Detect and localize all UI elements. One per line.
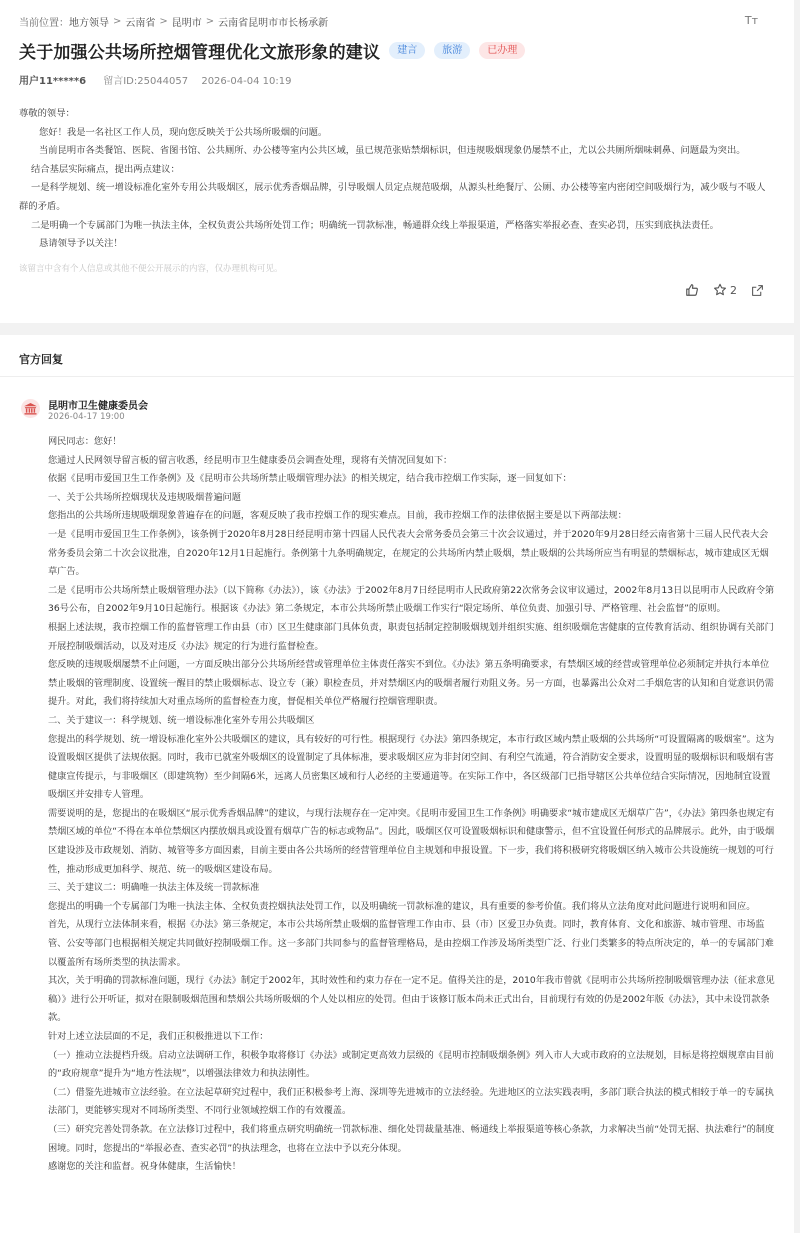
reply-date: 2026-04-17 19:00 [48, 412, 125, 422]
reply-paragraph: 依据《昆明市爱国卫生工作条例》及《昆明市公共场所禁止吸烟管理办法》的相关规定，结合我市控烟工作实际，逐一回复如下： [48, 473, 572, 485]
breadcrumb-prefix: 当前位置： [19, 18, 69, 29]
breadcrumb-item-province[interactable]: 云南省 [125, 18, 156, 29]
message-greeting: 尊敬的领导： [19, 108, 75, 119]
reply-paragraph: 您指出的公共场所违规吸烟现象普遍存在的问题，客观反映了我市控烟工作的现实难点。目前，我市控烟工作的法律依据主要是以下两部法规： [48, 510, 627, 522]
message-paragraph: 恳请领导予以关注！ [39, 238, 123, 250]
star-icon [713, 283, 727, 297]
favorite-count: 2 [730, 283, 737, 297]
status-badge: 已办理 [479, 42, 525, 59]
reply-paragraph: 针对上述立法层面的不足，我们正积极推进以下工作： [48, 1031, 269, 1042]
privacy-disclaimer: 该留言中含有个人信息或其他不便公开展示的内容，仅办理机构可见。 [19, 264, 283, 274]
message-card [0, 0, 794, 323]
message-paragraph: 一是科学规划、统一增设标准化室外专用公共吸烟区，展示优秀香烟品牌，引导吸烟人员定点规范吸烟，从源头杜绝餐厅、公厕、办公楼等室内密闭空间吸烟行为，减少吸与不吸人群的矛盾。 [19, 182, 766, 212]
message-id: 留言ID:25044057 [103, 76, 189, 87]
reply-paragraph: （三）研究完善处罚条款。在立法修订过程中，我们将重点研究明确统一罚款标准、细化处罚裁量基准、畅通线上举报渠道等核心条款，力求解决当前“处罚无据、执法难行”的制度困境。同时，您提出的“举报必查、查实必罚”的执法理念，也将在立法中予以充分体现。 [48, 1123, 775, 1154]
message-actions [685, 283, 764, 297]
message-paragraph: 二是明确一个专属部门为唯一执法主体，全权负责公共场所处罚工作；明确统一罚款标准，畅通群众线上举报渠道，严格落实举报必查、查实必罚，压实到底执法责任。 [31, 219, 719, 231]
page-title: 关于加强公共场所控烟管理优化文旅形象的建议 [19, 43, 381, 63]
favorite-button[interactable] [713, 283, 737, 297]
tag-category: 建言 [389, 42, 425, 59]
breadcrumb-separator: > [159, 16, 168, 27]
message-paragraph: 结合基层实际痛点，提出两点建议： [31, 163, 180, 175]
reply-paragraph: （二）借鉴先进城市立法经验。在立法起草研究过程中，我们正积极参考上海、深圳等先进城市的立法经验。先进地区的立法实践表明，多部门联合执法的模式相较于单一的专属执法部门，更能够实现对不同场所类型、不同行业领域控烟工作的有效覆盖。 [48, 1086, 774, 1117]
reply-paragraph: 首先，从现行立法体制来看，根据《办法》第三条规定，本市公共场所禁止吸烟的监督管理工作由市、县（市）区爱卫办负责。同时，教育体育、文化和旅游、城市管理、市场监管、公安等部门也根据相关规定共同做好控制吸烟工作。这一多部门共同参与的监督管理格局，是由控烟工作涉及场所类型广泛、行业门类繁多的特点所决定的，单一的专属部门难以覆盖所有场所类型的执法需求。 [48, 919, 774, 968]
reply-paragraph: 二是《昆明市公共场所禁止吸烟管理办法》（以下简称《办法》），该《办法》于2002年8月7日经昆明市人民政府第22次常务会议审议通过，2002年8月13日以昆明市人民政府令第36号公布，自2002年9月10日起施行。根据该《办法》第二条规定，本市公共场所禁止吸烟工作实行“限定场所、单位负责、加强引导、严格管理、社会监督”的原则。 [48, 584, 775, 615]
reply-paragraph: 感谢您的关注和监督。祝身体健康，生活愉快！ [48, 1161, 241, 1173]
reply-paragraph: 网民同志：您好！ [48, 436, 122, 447]
breadcrumb-item-leaders[interactable]: 地方领导 [69, 18, 109, 29]
share-icon [751, 284, 764, 297]
breadcrumb-separator: > [205, 16, 215, 27]
reply-paragraph: （一）推动立法提档升级。启动立法调研工作，积极争取将修订《办法》或制定更高效力层级的《昆明市控制吸烟条例》列入市人大或市政府的立法规划，目标是将控烟规章由目前的“政府规章”提升为“地方性法规”，以增强法律效力和执法刚性。 [48, 1049, 774, 1080]
tag-field: 旅游 [434, 42, 470, 59]
reply-paragraph: 您通过人民网领导留言板的留言收悉，经昆明市卫生健康委员会调查处理，现将有关情况回复如下： [48, 454, 453, 466]
message-body [19, 105, 771, 254]
government-building-icon [21, 399, 40, 418]
reply-paragraph: 您反映的违规吸烟屡禁不止问题，一方面反映出部分公共场所经营或管理单位主体责任落实不到位。《办法》第五条明确要求，有禁烟区域的经营或管理单位必须制定并执行本单位禁止吸烟的管理制度、设置统一醒目的禁止吸烟标志、设立专（兼）职检查员，并对禁烟区内的吸烟者履行劝阻义务。另一方面，也暴露出公众对二手烟危害的认知和自觉意识仍需提升。对此，我们将持续加大对重点场所的监督检查力度，督促相关单位严格履行控烟管理职责。 [48, 659, 774, 708]
reply-paragraph: 一、关于公共场所控烟现状及违规吸烟普遍问题 [48, 491, 241, 503]
reply-paragraph: 您提出的明确一个专属部门为唯一执法主体、全权负责控烟执法处罚工作，以及明确统一罚款标准的建议，具有重要的参考价值。我们将从立法角度对此问题进行说明和回应。 [48, 900, 756, 912]
breadcrumb [19, 14, 328, 29]
breadcrumb-separator: > [113, 16, 122, 27]
share-button[interactable] [751, 284, 764, 297]
breadcrumb-item-city[interactable]: 昆明市 [171, 18, 202, 29]
like-button[interactable] [685, 283, 699, 297]
divider [0, 376, 794, 377]
reply-paragraph: 其次，关于明确的罚款标准问题，现行《办法》制定于2002年，其时效性和约束力存在一定不足。值得关注的是，2010年我市曾就《昆明市公共场所控制吸烟管理办法（征求意见稿）》进行公开听证，拟对在限制吸烟范围和禁烟公共场所吸烟的个人处以相应的处罚。但由于该修订版本尚未正式出台，目前现行有效的仍是2002年版《办法》，其中未设罚款条款。 [48, 975, 775, 1024]
breadcrumb-item-mayor[interactable]: 云南省昆明市市长杨承新 [218, 18, 329, 29]
thumbs-up-icon [685, 283, 699, 297]
reply-paragraph: 需要说明的是，您提出的在吸烟区“展示优秀香烟品牌”的建议，与现行法规存在一定冲突。《昆明市爱国卫生工作条例》明确要求“城市建成区无烟草广告”，《办法》第四条也规定有禁烟区域的单位“不得在本单位禁烟区内摆放烟具或设置有烟草广告的标志或物品”。因此，吸烟区仅可设置吸烟标识和健康警示，但不宜设置任何形式的品牌展示。此外，由于吸烟区建设涉及市政规划、消防、城管等多方面因素，目前主要由各公共场所的经营管理单位自主规划和申报设置。下一步，我们将积极研究将吸烟区纳入城市公共设施统一规划的可行性，推动形成更加科学、规范、统一的吸烟区建设布局。 [48, 807, 775, 875]
message-paragraph: 当前昆明市各类餐馆、医院、省图书馆、公共厕所、办公楼等室内公共区域，虽已规范张贴禁烟标识，但违规吸烟现象仍屡禁不止，尤以公共厕所烟味刺鼻、问题最为突出。 [39, 145, 746, 157]
reply-paragraph: 您提出的科学规划、统一增设标准化室外公共吸烟区的建议，具有较好的可行性。根据现行《办法》第四条规定，本市行政区域内禁止吸烟的公共场所“可设置隔离的吸烟室”。这为设置吸烟区提供了法规依据。同时，我市已就室外吸烟区的设置制定了具体标准，要求吸烟区应为非封闭空间、有利空气流通，符合消防安全要求，设置明显的吸烟标识和吸烟有害健康宣传提示，与非吸烟区（即建筑物）至少间隔6米，远离人员密集区域和行人必经的主要通道等。在实际工作中，各区级部门已指导辖区公共单位结合实际情况，因地制宜设置吸烟区并安排专人管理。 [48, 733, 775, 801]
reply-paragraph: 一是《昆明市爱国卫生工作条例》，该条例于2020年8月28日经昆明市第十四届人民代表大会常务委员会第三十次会议通过，并于2020年9月28日经云南省第十三届人民代表大会常务委员会第二十次会议批准，自2020年12月1日起施行。条例第十九条明确规定，在规定的公共场所内禁止吸烟，禁止吸烟的公共场所应当有明显的禁烟标志，城市建成区无烟草广告。 [48, 528, 769, 578]
reply-paragraph: 三、关于建议二：明确唯一执法主体及统一罚款标准 [48, 882, 260, 894]
reply-org-name: 昆明市卫生健康委员会 [48, 401, 148, 412]
reply-body [48, 433, 776, 1177]
reply-paragraph: 二、关于建议一：科学规划、统一增设标准化室外专用公共吸烟区 [48, 714, 315, 726]
message-paragraph: 您好！我是一名社区工作人员，现向您反映关于公共场所吸烟的问题。 [39, 126, 328, 138]
reply-section-title: 官方回复 [19, 353, 63, 366]
font-size-toggle-button[interactable]: Tт [744, 14, 758, 27]
reply-paragraph: 根据上述法规，我市控烟工作的监督管理工作由县（市）区卫生健康部门具体负责，职责包括制定控制吸烟规划并组织实施、组织吸烟危害健康的宣传教育活动、组织协调有关部门开展控制吸烟活动，以及对违反《办法》规定的行为进行监督检查。 [48, 621, 774, 652]
message-datetime: 2026-04-04 10:19 [201, 76, 292, 87]
official-reply-card [0, 335, 794, 1233]
title-row [19, 38, 525, 63]
message-meta [19, 72, 291, 87]
user-name: 用户11*****6 [19, 76, 87, 87]
